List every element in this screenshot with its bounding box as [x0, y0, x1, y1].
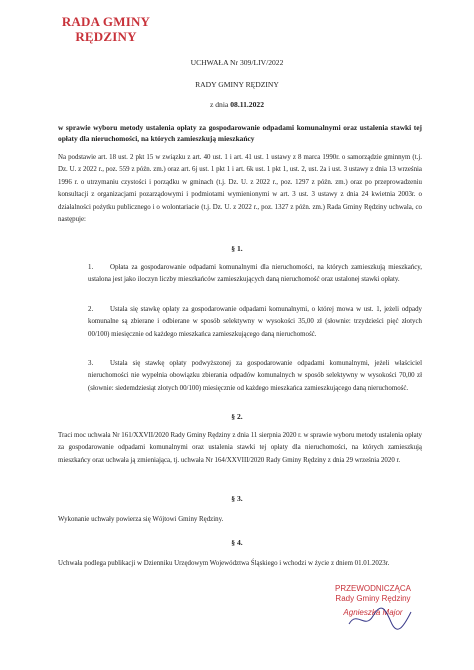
signature-name: Agnieszka Major	[343, 608, 403, 617]
section-3-text: Wykonanie uchwały powierza się Wójtowi Gminy Rędziny.	[58, 516, 224, 523]
council-name: RADY GMINY RĘDZINY	[195, 80, 279, 89]
point-number: 3.	[88, 360, 94, 367]
resolution-number: UCHWAŁA Nr 309/LIV/2022	[190, 58, 284, 67]
point-2	[88, 304, 422, 341]
point-1	[88, 262, 422, 287]
stamp-line1: RADA GMINY	[61, 14, 151, 29]
section-2-text: Traci moc uchwała Nr 161/XXVII/2020 Rady Gminy Rędziny z dnia 11 sierpnia 2020 r. w sprawie wyboru metody ustalenia opłaty za gospodarowanie odpadami komunalnymi oraz ustalenia stawki tej opłaty dla nieruchomości, na których zamieszkują mieszkańcy oraz uchwała ją zmieniająca, tj. uchwała Nr 164/XXVIII/2020 Rady Gminy Rędziny z dnia 29 września 2020 r.	[58, 432, 422, 464]
point-text: Opłata za gospodarowanie odpadami komunalnymi dla nieruchomości, na których zamieszkują mieszkańcy, ustalona jest jako iloczyn liczby mieszkańców zamieszkujących daną nieruchomość oraz ustalonej stawki opłaty.	[88, 264, 422, 284]
section-4-text: Uchwała podlega publikacji w Dzienniku Urzędowym Województwa Śląskiego i wchodzi w życie z dniem 01.01.2023r.	[58, 560, 390, 567]
point-number: 1.	[88, 264, 94, 271]
section-4-heading: § 4.	[231, 538, 243, 547]
council-stamp	[60, 14, 152, 44]
resolution-subject: w sprawie wyboru metody ustalenia opłaty za gospodarowanie odpadami komunalnymi oraz ustalenia stawki tej opłaty dla nieruchomości, na których zamieszkują mieszkańcy	[58, 123, 422, 143]
legal-basis: Na podstawie art. 18 ust. 2 pkt 15 w związku z art. 40 ust. 1 i art. 41 ust. 1 ustawy z 8 marca 1990r. o samorządzie gminnym (t.j. Dz. U. z 2022 r., poz. 559 z późn. zm.) oraz art. 6j ust. 1 pkt 1 i art. 6k ust. 1 pkt 1, ust. 2, ust. 2a i ust. 3 ustawy z dnia 13 września 1996 r. o utrzymaniu czystości i porządku w gminach (t.j. Dz. U. z 2022 r., poz. 1297 z późn. zm.) oraz po przeprowadzeniu konsultacji z organizacjami pozarządowymi i podmiotami wymienionymi w art. 3 ust. 3 ustawy z dnia 24 kwietnia 2003r. o działalności pożytku publicznego i o wolontariacie (t.j. Dz. U. z 2022 r., poz. 1327 z późn. zm.) Rada Gminy Rędziny uchwala, co następuje:	[58, 154, 422, 224]
resolution-date	[0, 100, 474, 109]
point-3	[88, 358, 422, 395]
point-text: Ustala się stawkę opłaty za gospodarowanie odpadami komunalnymi, o której mowa w ust. 1, jeżeli odpady komunalne są zbierane i odbierane w sposób selektywny w wysokości 35,00 zł (słownie: trzydzieści pięć złotych 00/100) miesięcznie od każdego mieszkańca zamieszkującego daną nieruchomość.	[88, 306, 422, 338]
handwritten-signature-icon	[345, 604, 415, 634]
section-1-heading: § 1.	[231, 244, 243, 253]
point-number: 2.	[88, 306, 94, 313]
signature-title: PRZEWODNICZĄCA	[335, 584, 411, 593]
section-2-heading: § 2.	[231, 412, 243, 421]
date-prefix: z dnia	[209, 100, 229, 109]
section-3-heading: § 3.	[231, 494, 243, 503]
date-value: 08.11.2022	[230, 100, 264, 109]
point-text: Ustala się stawkę opłaty podwyższonej za gospodarowanie odpadami komunalnymi, jeżeli właściciel nieruchomości nie wypełnia obowiązku zbierania odpadów komunalnych w sposób selektywny w wysokości 70,00 zł (słownie: siedemdziesiąt złotych 00/100) miesięcznie od każdego mieszkańca zamieszkującego daną nieruchomość.	[88, 360, 422, 392]
signature-body: Rady Gminy Rędziny	[335, 594, 411, 603]
stamp-line2: RĘDZINY	[75, 29, 137, 44]
